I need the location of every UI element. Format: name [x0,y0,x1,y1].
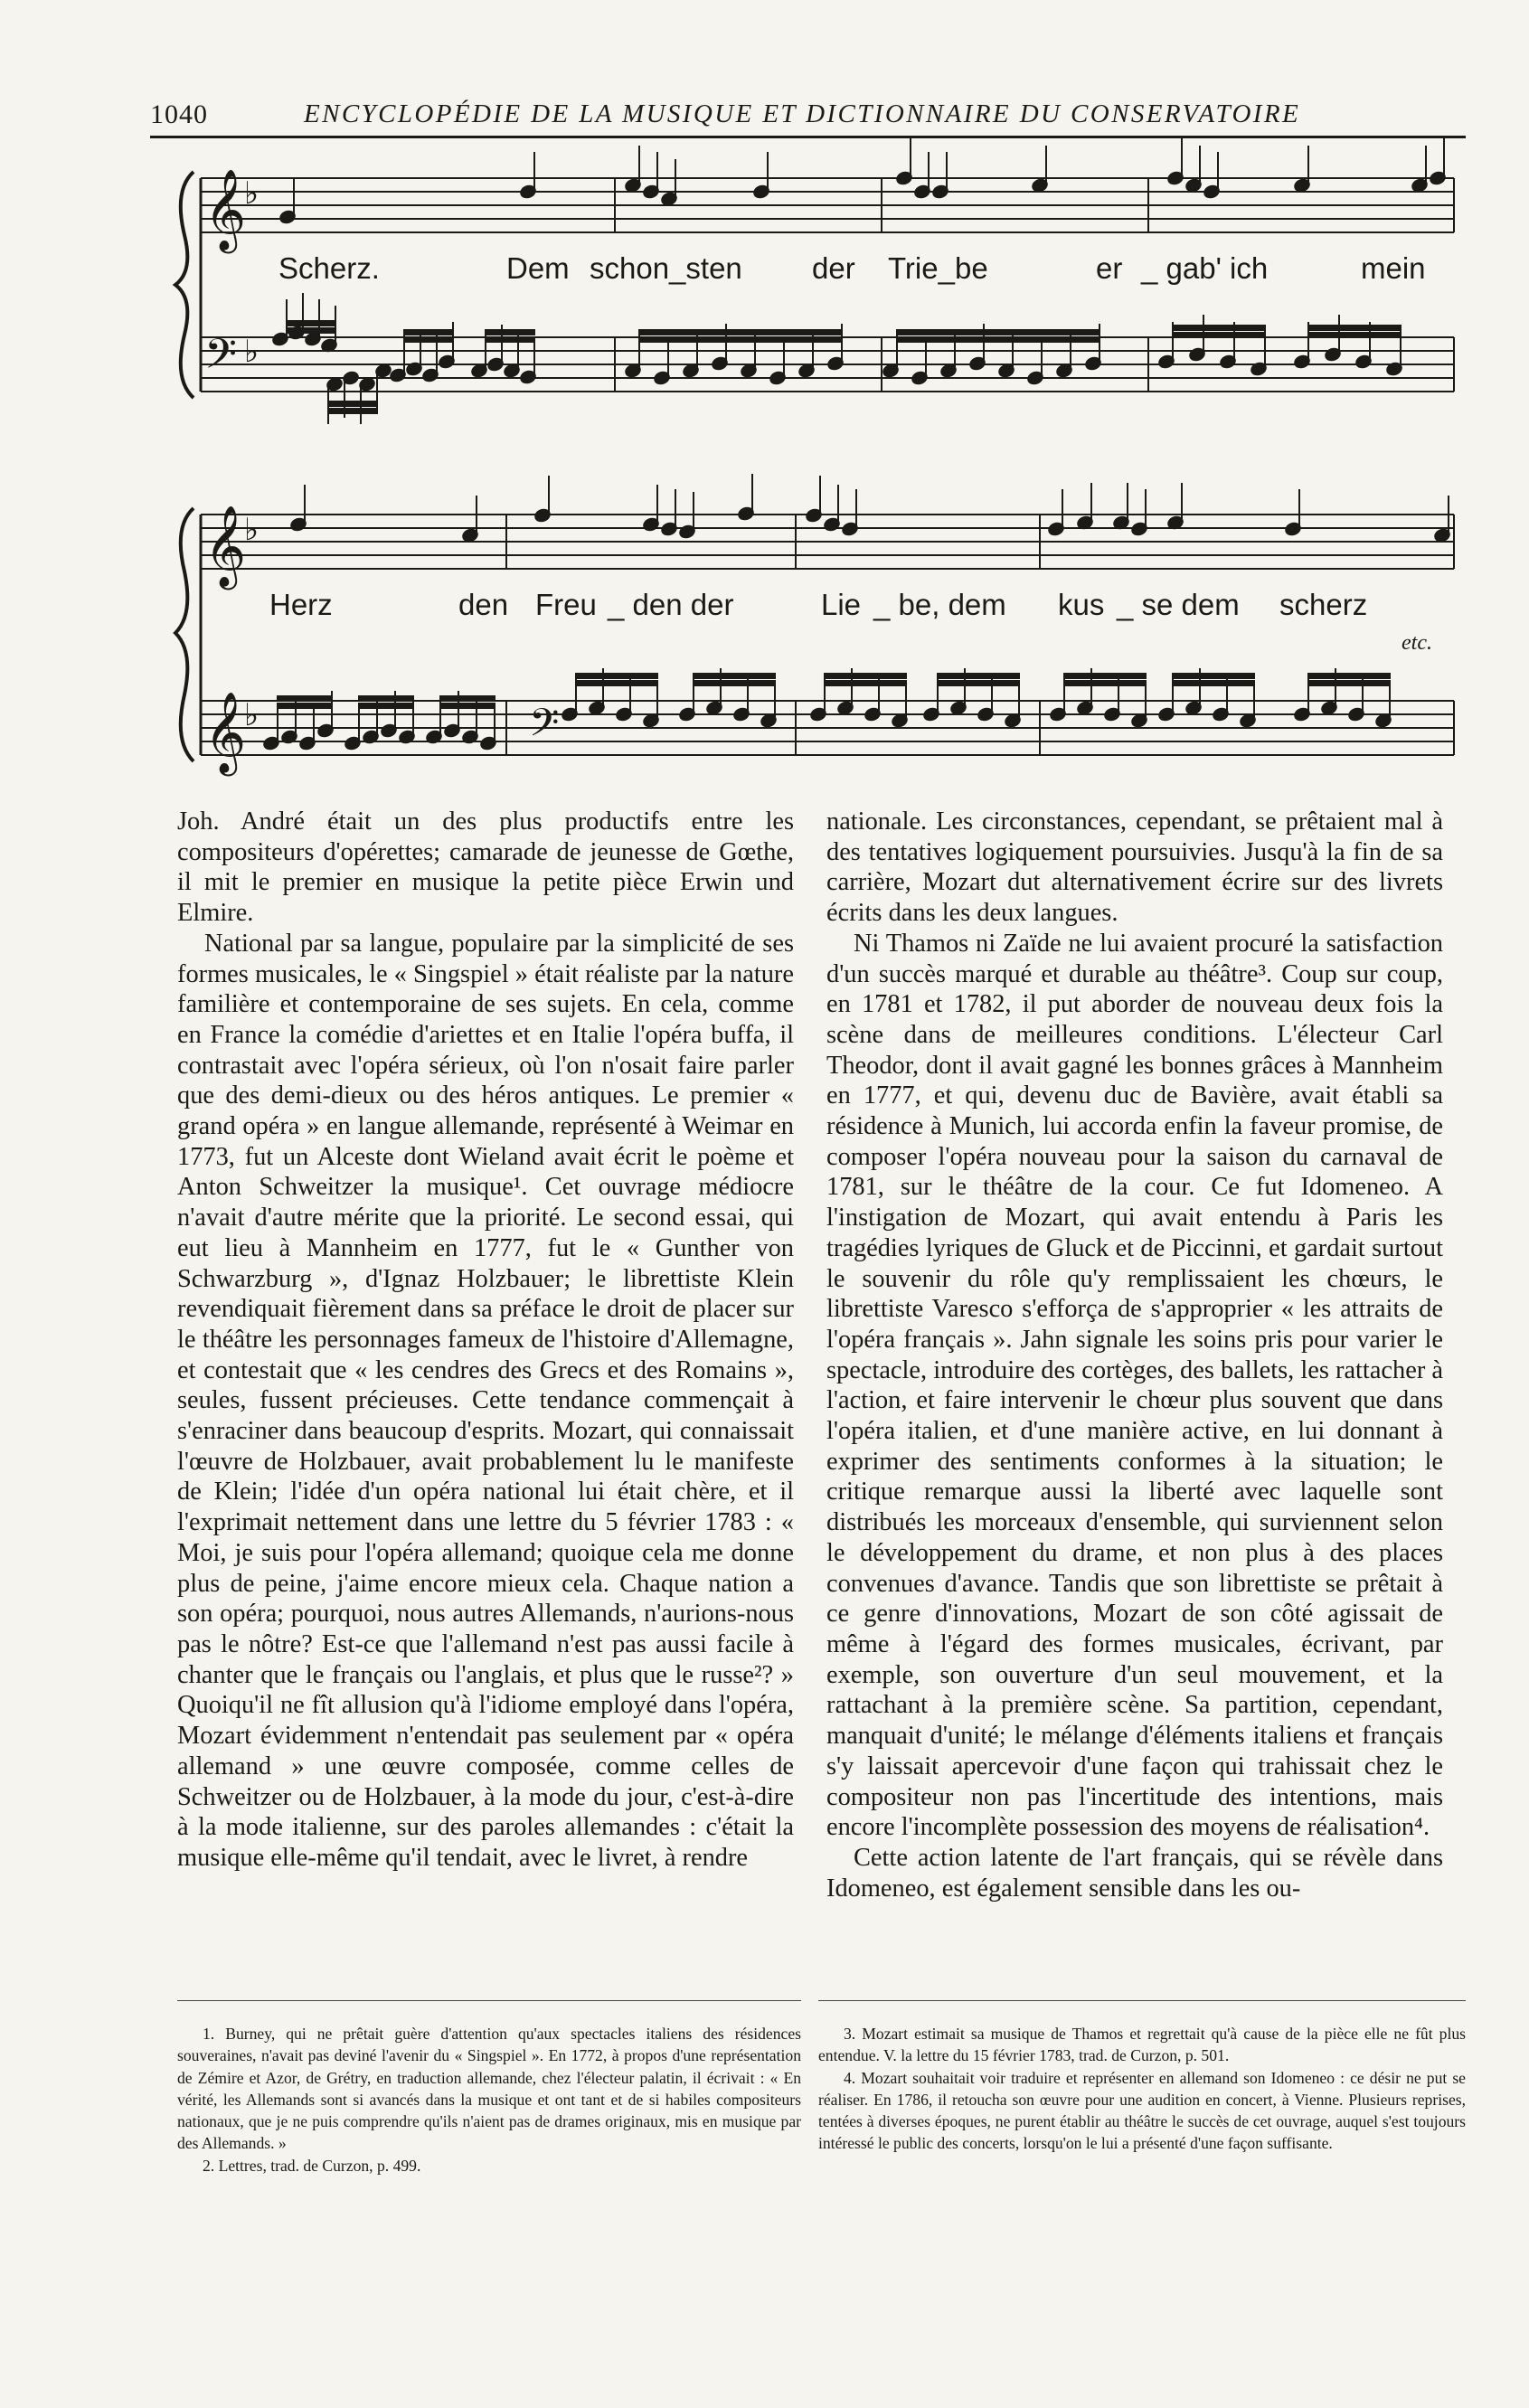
note-beam [1308,681,1390,685]
svg-text:♭: ♭ [244,334,260,370]
svg-text:♭: ♭ [244,175,260,212]
lyric: Dem [506,251,570,285]
column-right [826,807,1443,1903]
column-left [177,807,794,1874]
lyric: Trie_be [888,251,988,285]
footnotes-left [177,2023,801,2177]
note-beam [486,337,534,342]
staff-system1-voice [201,178,1454,232]
note-beam [576,681,657,685]
svg-text:♭: ♭ [244,697,260,733]
bass-clef-icon: 𝄢 [204,330,238,389]
note-beam [576,674,657,678]
lyric: er [1096,251,1123,285]
note-beam [359,696,413,701]
lyric: kus [1058,588,1105,621]
note-beam [1173,326,1265,330]
note-beam [440,696,495,701]
note-beam [278,696,332,701]
note-beam [287,328,335,333]
note-beam [938,681,1019,685]
note-beam [694,674,775,678]
note-beam [1173,333,1265,337]
note-beam [278,704,332,708]
lyric: schon_sten [590,251,742,285]
paragraph: National par sa langue, populaire par la simplicité de ses formes musicales, le « Singspiel » était réaliste par la nature familière et contemporaine de ses sujets. En cela, comme en France la comédie d'ariettes et en Italie l'opéra buffa, il contrastait avec l'opéra sérieux, où l'on n'osait faire parler que des demi-dieux ou des héros antiques. Le premier « grand opéra » en langue allemande, représenté à Weimar en 1773, fut un Alceste dont Wieland avait écrit le poème et Anton Schweitzer la musique¹. Cet ouvrage médiocre n'avait d'autre mérite que la priorité. Le second essai, qui eut lieu à Mannheim en 1777, fut le « Gunther von Schwarzburg », d'Ignaz Holzbauer; le librettiste Klein revendiquait fièrement dans sa préface le droit de placer sur le théâtre les personnages fameux de l'histoire d'Allemagne, et contestait que « les cendres des Grecs et des Romains », seules, fussent précieuses. Cette tendance commençait à s'enraciner dans beaucoup d'esprits. Mozart, qui connaissait l'œuvre de Holzbauer, avait probablement lu le manifeste de Klein; l'idée d'un opéra national lui était chère, et il l'exprimait nettement dans une lettre du 5 février 1783 : « Moi, je suis pour l'opéra allemand; quoique cela me donne plus de peine, j'aime encore mieux cela. Chaque nation a son opéra; pourquoi, nous autres Allemands, n'aurions-nous pas le nôtre? Est-ce que l'allemand n'est pas aussi facile à chanter que le français ou l'anglais, et plus que le russe²? » Quoiqu'il ne fît allusion qu'à l'idiome employé dans l'opéra, Mozart évidemment n'entendait pas seulement par « opéra allemand » une œuvre composée, comme celles de Schweitzer ou de Holzbauer, à la mode du jour, c'est-à-dire à la mode italienne, sur des paroles allemandes : c'était la musique elle-même qu'il tendait, avec le livret, à rendre [177,929,794,1872]
note-beam [440,704,495,708]
treble-clef-icon: 𝄞 [204,505,247,587]
note-beam [639,337,842,342]
note-beam [404,337,453,342]
note-beam [694,681,775,685]
note-beam [1064,674,1146,678]
lyric: Lie [821,588,862,621]
footnotes-right [818,2023,1466,2155]
page-number: 1040 [150,99,208,129]
lyric: mein [1361,251,1426,285]
lyric: _ gab' ich [1141,251,1269,285]
svg-text:♭: ♭ [244,512,260,548]
note-beam [1173,674,1254,678]
lyric: _ be, dem [873,588,1006,621]
note-beam [359,704,413,708]
music-score [0,0,1529,796]
note-beam [328,401,377,406]
note-beam [287,321,335,326]
lyric: Herz [269,588,333,621]
footnote-rule [177,2000,801,2002]
note-beam [938,674,1019,678]
note-beam [1308,333,1401,337]
note-beam [328,409,377,413]
lyric: _ se dem [1117,588,1240,621]
footnote: 1. Burney, qui ne prêtait guère d'attention qu'aux spectacles italiens des résidences souveraines, n'avait pas deviné l'avenir du « Singspiel ». En 1772, à propos d'une représentation de Zémire et Azor, de Grétry, en traduction allemande, chez l'électeur palatin, il écrivait : « En vérité, les Allemands sont si avancés dans la musique et ont tant et de si habiles compositeurs nationaux, que je ne puis comprendre qu'ils n'aient pas de drames originaux, mis en musique par des Allemands. » [177,2025,801,2153]
treble-clef-icon: 𝄞 [204,169,247,250]
paragraph: nationale. Les circonstances, cependant, se prêtaient mal à des tentatives logiquement poursuivies. Jusqu'à la fin de sa carrière, Mozart dut alternativement écrire sur des livrets écrits dans les deux langues. [826,807,1443,928]
lyric: _ den der [608,588,734,621]
note-beam [897,330,1100,335]
lyric: Scherz. [278,251,380,285]
note-beam [897,337,1100,342]
note-beam [1308,674,1390,678]
note-beam [1173,681,1254,685]
footnote: 4. Mozart souhaitait voir traduire et représenter en allemand son Idomeneo : ce désir ne put se réaliser. En 1786, il retoucha son œuvre pour une audition en concert, à Vienne. Plusieurs reprises, tentées à diverses époques, ne purent établir au théâtre le succès de cet ouvrage, auquel s'est toujours intéressé le public des concerts, lorsqu'on le lui a présenté d'une façon suffisante. [818,2068,1466,2153]
note-beam [639,330,842,335]
lyric: scherz [1279,588,1368,621]
note-beam [1308,326,1401,330]
note-beam [825,674,906,678]
etc-mark: etc. [1402,631,1432,655]
note-beam [404,330,453,335]
body-columns [177,807,1470,2000]
paragraph: Cette action latente de l'art français, qui se révèle dans Idomeneo, est également sensible dans les ou- [826,1843,1443,1903]
staff-system1-piano [201,337,1454,392]
paragraph: Joh. André était un des plus productifs entre les compositeurs d'opérettes; camarade de jeunesse de Gœthe, il mit le premier en musique la petite pièce Erwin und Elmire. [177,807,794,928]
treble-clef-icon: 𝄞 [204,692,247,773]
svg-text:𝄢: 𝄢 [529,701,560,755]
footnote-rule [818,2000,1466,2002]
lyric: Freu [535,588,597,621]
paragraph: Ni Thamos ni Zaïde ne lui avaient procuré la satisfaction d'un succès marqué et durable au théâtre³. Coup sur coup, en 1781 et 1782, il put aborder de nouveau deux fois la scène dans de meilleures conditions. L'électeur Carl Theodor, dont il avait gagné les bonnes grâces à Mannheim en 1777, et qui, devenu duc de Bavière, avait établi sa résidence à Munich, lui accorda enfin la faveur promise, de composer l'opéra nouveau pour la saison du carnaval de 1781, sur le théâtre de la cour. Ce fut Idomeneo. A l'instigation de Mozart, qui avait entendu à Paris les tragédies lyriques de Gluck et de Piccinni, et gardait surtout le souvenir du rôle qu'y remplissaient les chœurs, le librettiste Varesco s'efforça de s'approprier « les attraits de l'opéra français ». Jahn signale les soins pris pour varier le spectacle, introduire des cortèges, des ballets, les rattacher à l'action, et faire intervenir le chœur plus souvent que dans l'opéra italien, et d'une manière active, en lui donnant à exprimer des sentiments conformes à la situation; le critique remarque aussi la liberté avec laquelle sont distribués les morceaux d'ensemble, qui surviennent selon le développement du drame, et non plus à des places convenues d'avance. Tandis que son librettiste se prêtait à ce genre d'innovations, Mozart de son côté agissait de même à l'égard des formes musicales, écrivant, par exemple, son ouverture d'un seul mouvement, et la rattachant à la première scène. Sa partition, cependant, manquait d'unité; le mélange d'éléments italiens et français s'y laissait apercevoir d'une façon qui trahissait chez le compositeur non pas l'incertitude des intentions, mais encore l'incomplète possession des moyens de réalisation⁴. [826,929,1443,1842]
running-title: ENCYCLOPÉDIE DE LA MUSIQUE ET DICTIONNAIRE DU CONSERVATOIRE [304,99,1301,128]
footnote: 3. Mozart estimait sa musique de Thamos et regrettait qu'à cause de la pièce elle ne fût plus entendue. V. la lettre du 15 février 1783, trad. de Curzon, p. 501. [818,2025,1466,2065]
note-beam [825,681,906,685]
note-beam [486,330,534,335]
lyric: den [458,588,509,621]
note-beam [1064,681,1146,685]
lyric: der [812,251,855,285]
footnote: 2. Lettres, trad. de Curzon, p. 499. [203,2156,421,2175]
